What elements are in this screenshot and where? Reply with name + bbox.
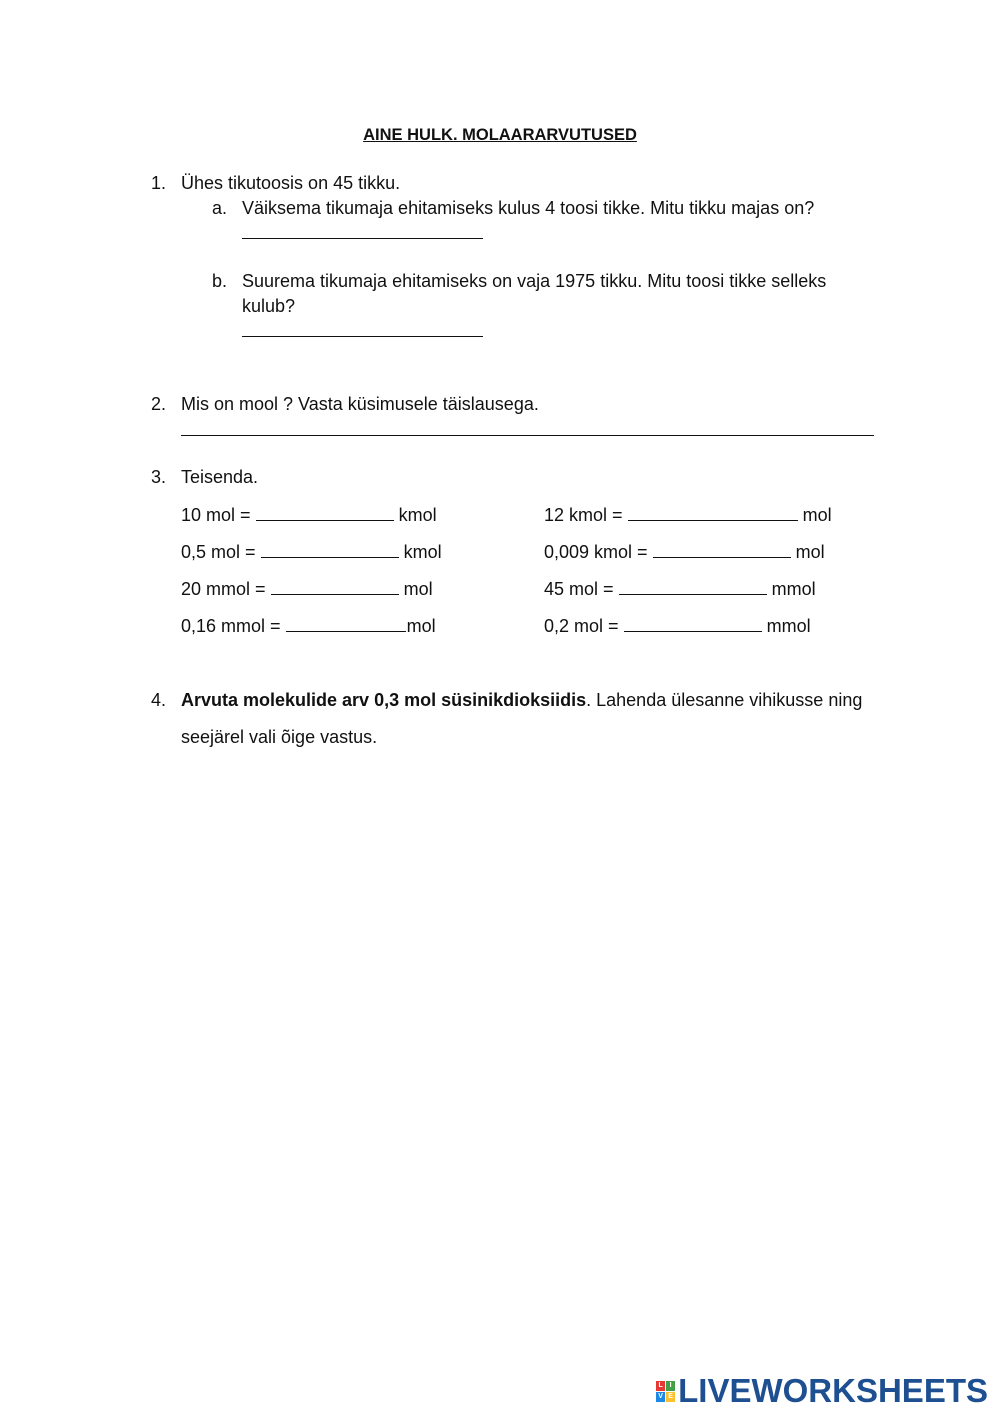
q1a-text: Väiksema tikumaja ehitamiseks kulus 4 toosi tikke. Mitu tikku majas on? (242, 198, 815, 218)
logo-text: LIVEWORKSHEETS (678, 1372, 988, 1409)
q4-number: 4. (151, 690, 167, 710)
conv-answer-blank[interactable] (271, 578, 399, 595)
q1-number: 1. (151, 173, 167, 193)
conv-right-pre: 0,009 kmol = (544, 542, 648, 562)
conv-left-row (181, 615, 436, 637)
conv-answer-blank[interactable] (653, 541, 791, 558)
conv-right-row (544, 541, 825, 563)
conv-left-pre: 0,16 mmol = (181, 616, 281, 636)
q1a-answer-line[interactable] (242, 238, 483, 239)
liveworksheets-logo (656, 1374, 988, 1408)
q4-text-line2: seejärel vali õige vastus. (181, 727, 378, 747)
logo-icon-letter: I (666, 1381, 675, 1391)
conv-left-post: mol (406, 616, 436, 636)
conv-left-post: kmol (403, 542, 442, 562)
q3-text: Teisenda. (181, 467, 259, 487)
q4-bold-text: Arvuta molekulide arv 0,3 mol süsinikdioksiidis (181, 690, 587, 710)
q1-text: Ühes tikutoosis on 45 tikku. (181, 173, 401, 193)
conv-answer-blank[interactable] (261, 541, 399, 558)
logo-icon-letter: E (666, 1392, 675, 1402)
conv-left-row (181, 504, 437, 526)
conv-answer-blank[interactable] (256, 504, 394, 521)
conv-right-pre: 45 mol = (544, 579, 614, 599)
conv-right-row (544, 578, 816, 600)
conv-right-row (544, 504, 832, 526)
q1a-letter: a. (212, 198, 228, 218)
q4-text-after: . Lahenda ülesanne vihikusse ning (586, 690, 863, 710)
q2-answer-line[interactable] (181, 435, 874, 436)
conv-left-post: kmol (398, 505, 437, 525)
conv-answer-blank[interactable] (619, 578, 767, 595)
q1b-letter: b. (212, 271, 228, 291)
conv-left-pre: 0,5 mol = (181, 542, 256, 562)
conv-right-row (544, 615, 811, 637)
logo-icon-letter: V (656, 1392, 665, 1402)
conv-right-pre: 12 kmol = (544, 505, 623, 525)
q1b-text-line1: Suurema tikumaja ehitamiseks on vaja 1975 tikku. Mitu toosi tikke selleks (242, 271, 827, 291)
conv-answer-blank[interactable] (628, 504, 798, 521)
conv-left-pre: 20 mmol = (181, 579, 266, 599)
conv-left-row (181, 578, 433, 600)
conv-left-post: mol (403, 579, 433, 599)
conv-answer-blank[interactable] (286, 615, 406, 632)
conv-left-pre: 10 mol = (181, 505, 251, 525)
conv-right-post: mol (802, 505, 832, 525)
q1b-answer-line[interactable] (242, 336, 483, 337)
worksheet-title: AINE HULK. MOLAARARVUTUSED (363, 126, 637, 144)
q3-number: 3. (151, 467, 167, 487)
conv-answer-blank[interactable] (624, 615, 762, 632)
conv-right-post: mol (795, 542, 825, 562)
conv-right-post: mmol (766, 616, 811, 636)
q2-text: Mis on mool ? Vasta küsimusele täislausega. (181, 394, 539, 414)
liveworksheets-logo-icon (656, 1381, 675, 1402)
q2-number: 2. (151, 394, 167, 414)
conv-right-post: mmol (771, 579, 816, 599)
conv-left-row (181, 541, 442, 563)
q1b-text-line2: kulub? (242, 296, 296, 316)
logo-icon-letter: L (656, 1381, 665, 1391)
q4-text-line1 (181, 689, 862, 711)
conv-right-pre: 0,2 mol = (544, 616, 619, 636)
